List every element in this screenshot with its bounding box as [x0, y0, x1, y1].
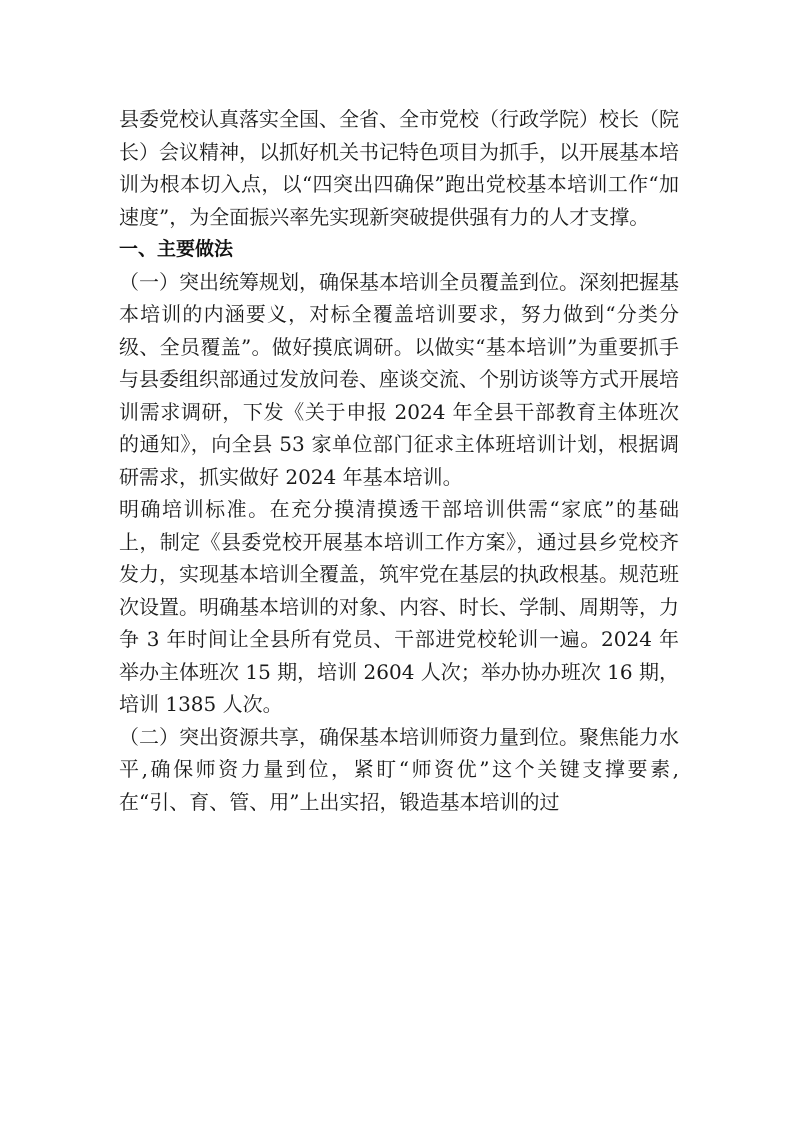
paragraph-standards: 明确培训标准。在充分摸清摸透干部培训供需“家底”的基础上，制定《县委党校开展基本培训工作方案》，通过县乡党校齐发力，实现基本培训全覆盖，筑牢党在基层的执政根基。规范班次设置。明确基本培训的对象、内容、时长、学制、周期等，力争 3 年时间让全县所有党员、干部进党校轮训一遍。2024 年举办主体班次 15 期，培训 2604 人次；举办协办班次 16 期，培训 1385 人次。 — [119, 497, 679, 716]
document-body — [119, 103, 679, 818]
paragraph-resources: （二）突出资源共享，确保基本培训师资力量到位。聚焦能力水平,确保师资力量到位，紧盯“师资优”这个关键支撑要素,在“引、育、管、用”上出实招，锻造基本培训的过 — [119, 724, 679, 814]
paragraph-planning: （一）突出统筹规划，确保基本培训全员覆盖到位。深刻把握基本培训的内涵要义，对标全覆盖培训要求，努力做到“分类分级、全员覆盖”。做好摸底调研。以做实“基本培训”为重要抓手与县委组织部通过发放问卷、座谈交流、个别访谈等方式开展培训需求调研，下发《关于申报 2024 年全县干部教育主体班次的通知》，向全县 53 家单位部门征求主体班培训计划，根据调研需求，抓实做好 2024 年基本培训。 — [119, 269, 679, 489]
intro-paragraph: 县委党校认真落实全国、全省、全市党校（行政学院）校长（院长）会议精神，以抓好机关书记特色项目为抓手，以开展基本培训为根本切入点，以“四突出四确保”跑出党校基本培训工作“加速度”，为全面振兴率先实现新突破提供强有力的人才支撑。 — [119, 107, 679, 229]
section-heading: 一、主要做法 — [119, 238, 234, 260]
